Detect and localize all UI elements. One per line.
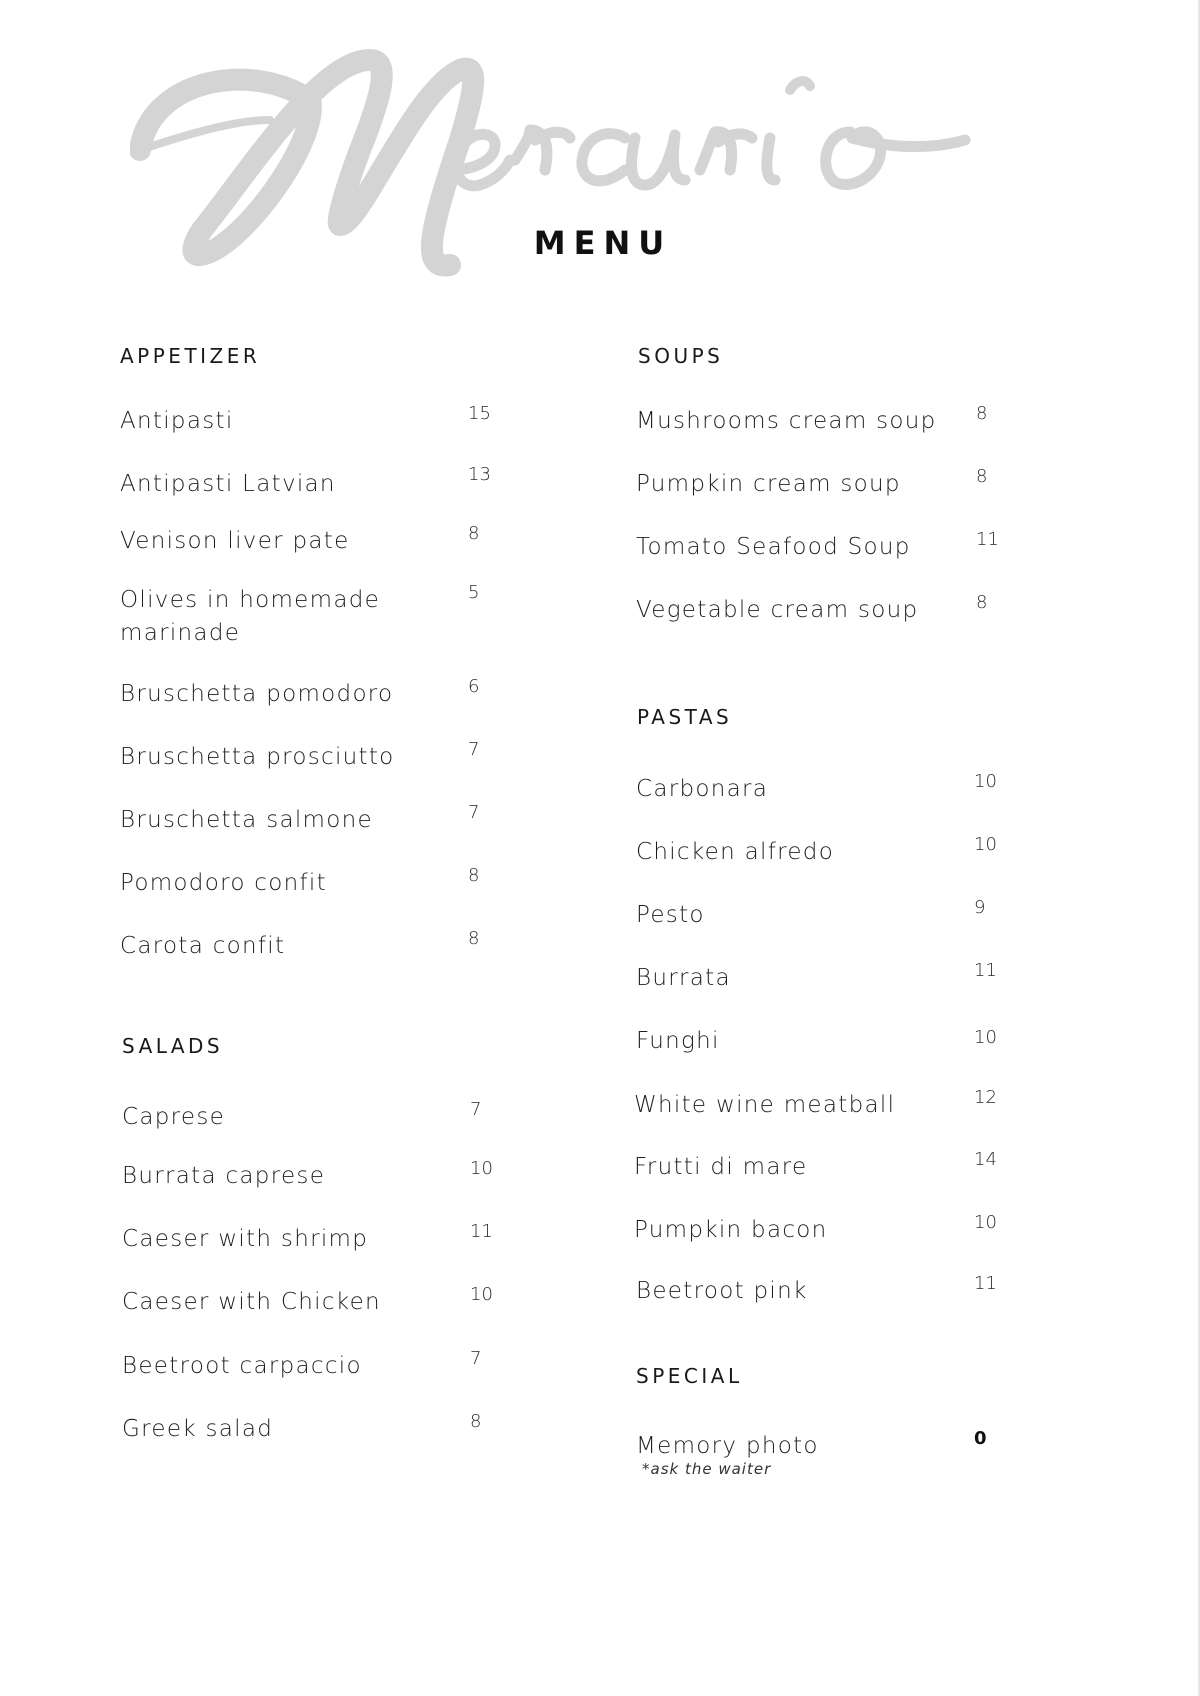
item-name: Burrata caprese (122, 1163, 326, 1189)
item-price: 7 (470, 1348, 482, 1369)
item-price: 8 (976, 403, 988, 424)
item-name: Pesto (636, 902, 705, 928)
item-price: 15 (468, 403, 491, 424)
item-note: *ask the waiter (642, 1460, 772, 1478)
item-price: 8 (468, 865, 480, 886)
item-price: 8 (976, 592, 988, 613)
item-name: Caeser with shrimp (122, 1226, 369, 1252)
item-name: Mushrooms cream soup (636, 408, 937, 434)
item-name: Antipasti Latvian (120, 471, 336, 497)
item-price: 11 (976, 529, 999, 550)
item-price: 10 (974, 1212, 997, 1233)
item-price: 7 (468, 739, 480, 760)
item-name: Chicken alfredo (636, 839, 835, 865)
section-title-appetizer: APPETIZER (120, 344, 261, 368)
item-name: Greek salad (122, 1416, 274, 1442)
item-name: Bruschetta prosciutto (120, 744, 395, 770)
item-price: 8 (976, 466, 988, 487)
item-name: Caprese (122, 1104, 226, 1130)
item-name: Pumpkin cream soup (636, 471, 901, 497)
item-name: Caeser with Chicken (122, 1289, 381, 1315)
item-price: 7 (468, 802, 480, 823)
item-price: 0 (974, 1428, 987, 1449)
item-name: Vegetable cream soup (636, 597, 919, 623)
item-name: White wine meatball (634, 1092, 896, 1118)
section-title-soups: SOUPS (638, 344, 724, 368)
item-price: 12 (974, 1087, 997, 1108)
item-price: 7 (470, 1099, 482, 1120)
menu-heading: MENU (533, 224, 673, 262)
item-price: 11 (974, 960, 997, 981)
item-name: Beetroot pink (636, 1278, 808, 1304)
item-price: 10 (470, 1284, 493, 1305)
section-title-pastas: PASTAS (637, 705, 733, 729)
item-name: Venison liver pate (120, 528, 350, 554)
item-price: 8 (468, 928, 480, 949)
item-name: Bruschetta salmone (120, 807, 373, 833)
item-name: Antipasti (120, 408, 234, 434)
item-price: 13 (468, 464, 491, 485)
item-price: 11 (974, 1273, 997, 1294)
section-title-special: SPECIAL (636, 1364, 743, 1388)
item-name: Pomodoro confit (120, 870, 327, 896)
item-name: Olives in homemade marinade (120, 587, 381, 646)
item-name: Memory photo (636, 1433, 819, 1459)
item-price: 10 (974, 1027, 997, 1048)
item-price: 8 (468, 523, 480, 544)
item-name: Funghi (636, 1028, 720, 1054)
section-title-salads: SALADS (122, 1034, 224, 1058)
item-name: Pumpkin bacon (634, 1217, 828, 1243)
item-price: 10 (974, 834, 997, 855)
item-price: 5 (468, 582, 480, 603)
item-name: Carota confit (120, 933, 286, 959)
item-name: Frutti di mare (634, 1154, 808, 1180)
item-price: 9 (974, 897, 986, 918)
item-price: 14 (974, 1149, 997, 1170)
item-name: Carbonara (636, 776, 769, 802)
item-price: 10 (974, 771, 997, 792)
item-price: 11 (470, 1221, 493, 1242)
item-name: Tomato Seafood Soup (636, 534, 911, 560)
item-name: Beetroot carpaccio (122, 1353, 362, 1379)
item-price: 10 (470, 1158, 493, 1179)
item-name: Bruschetta pomodoro (120, 681, 394, 707)
item-price: 8 (470, 1411, 482, 1432)
item-name: Burrata (636, 965, 731, 991)
item-price: 6 (468, 676, 480, 697)
